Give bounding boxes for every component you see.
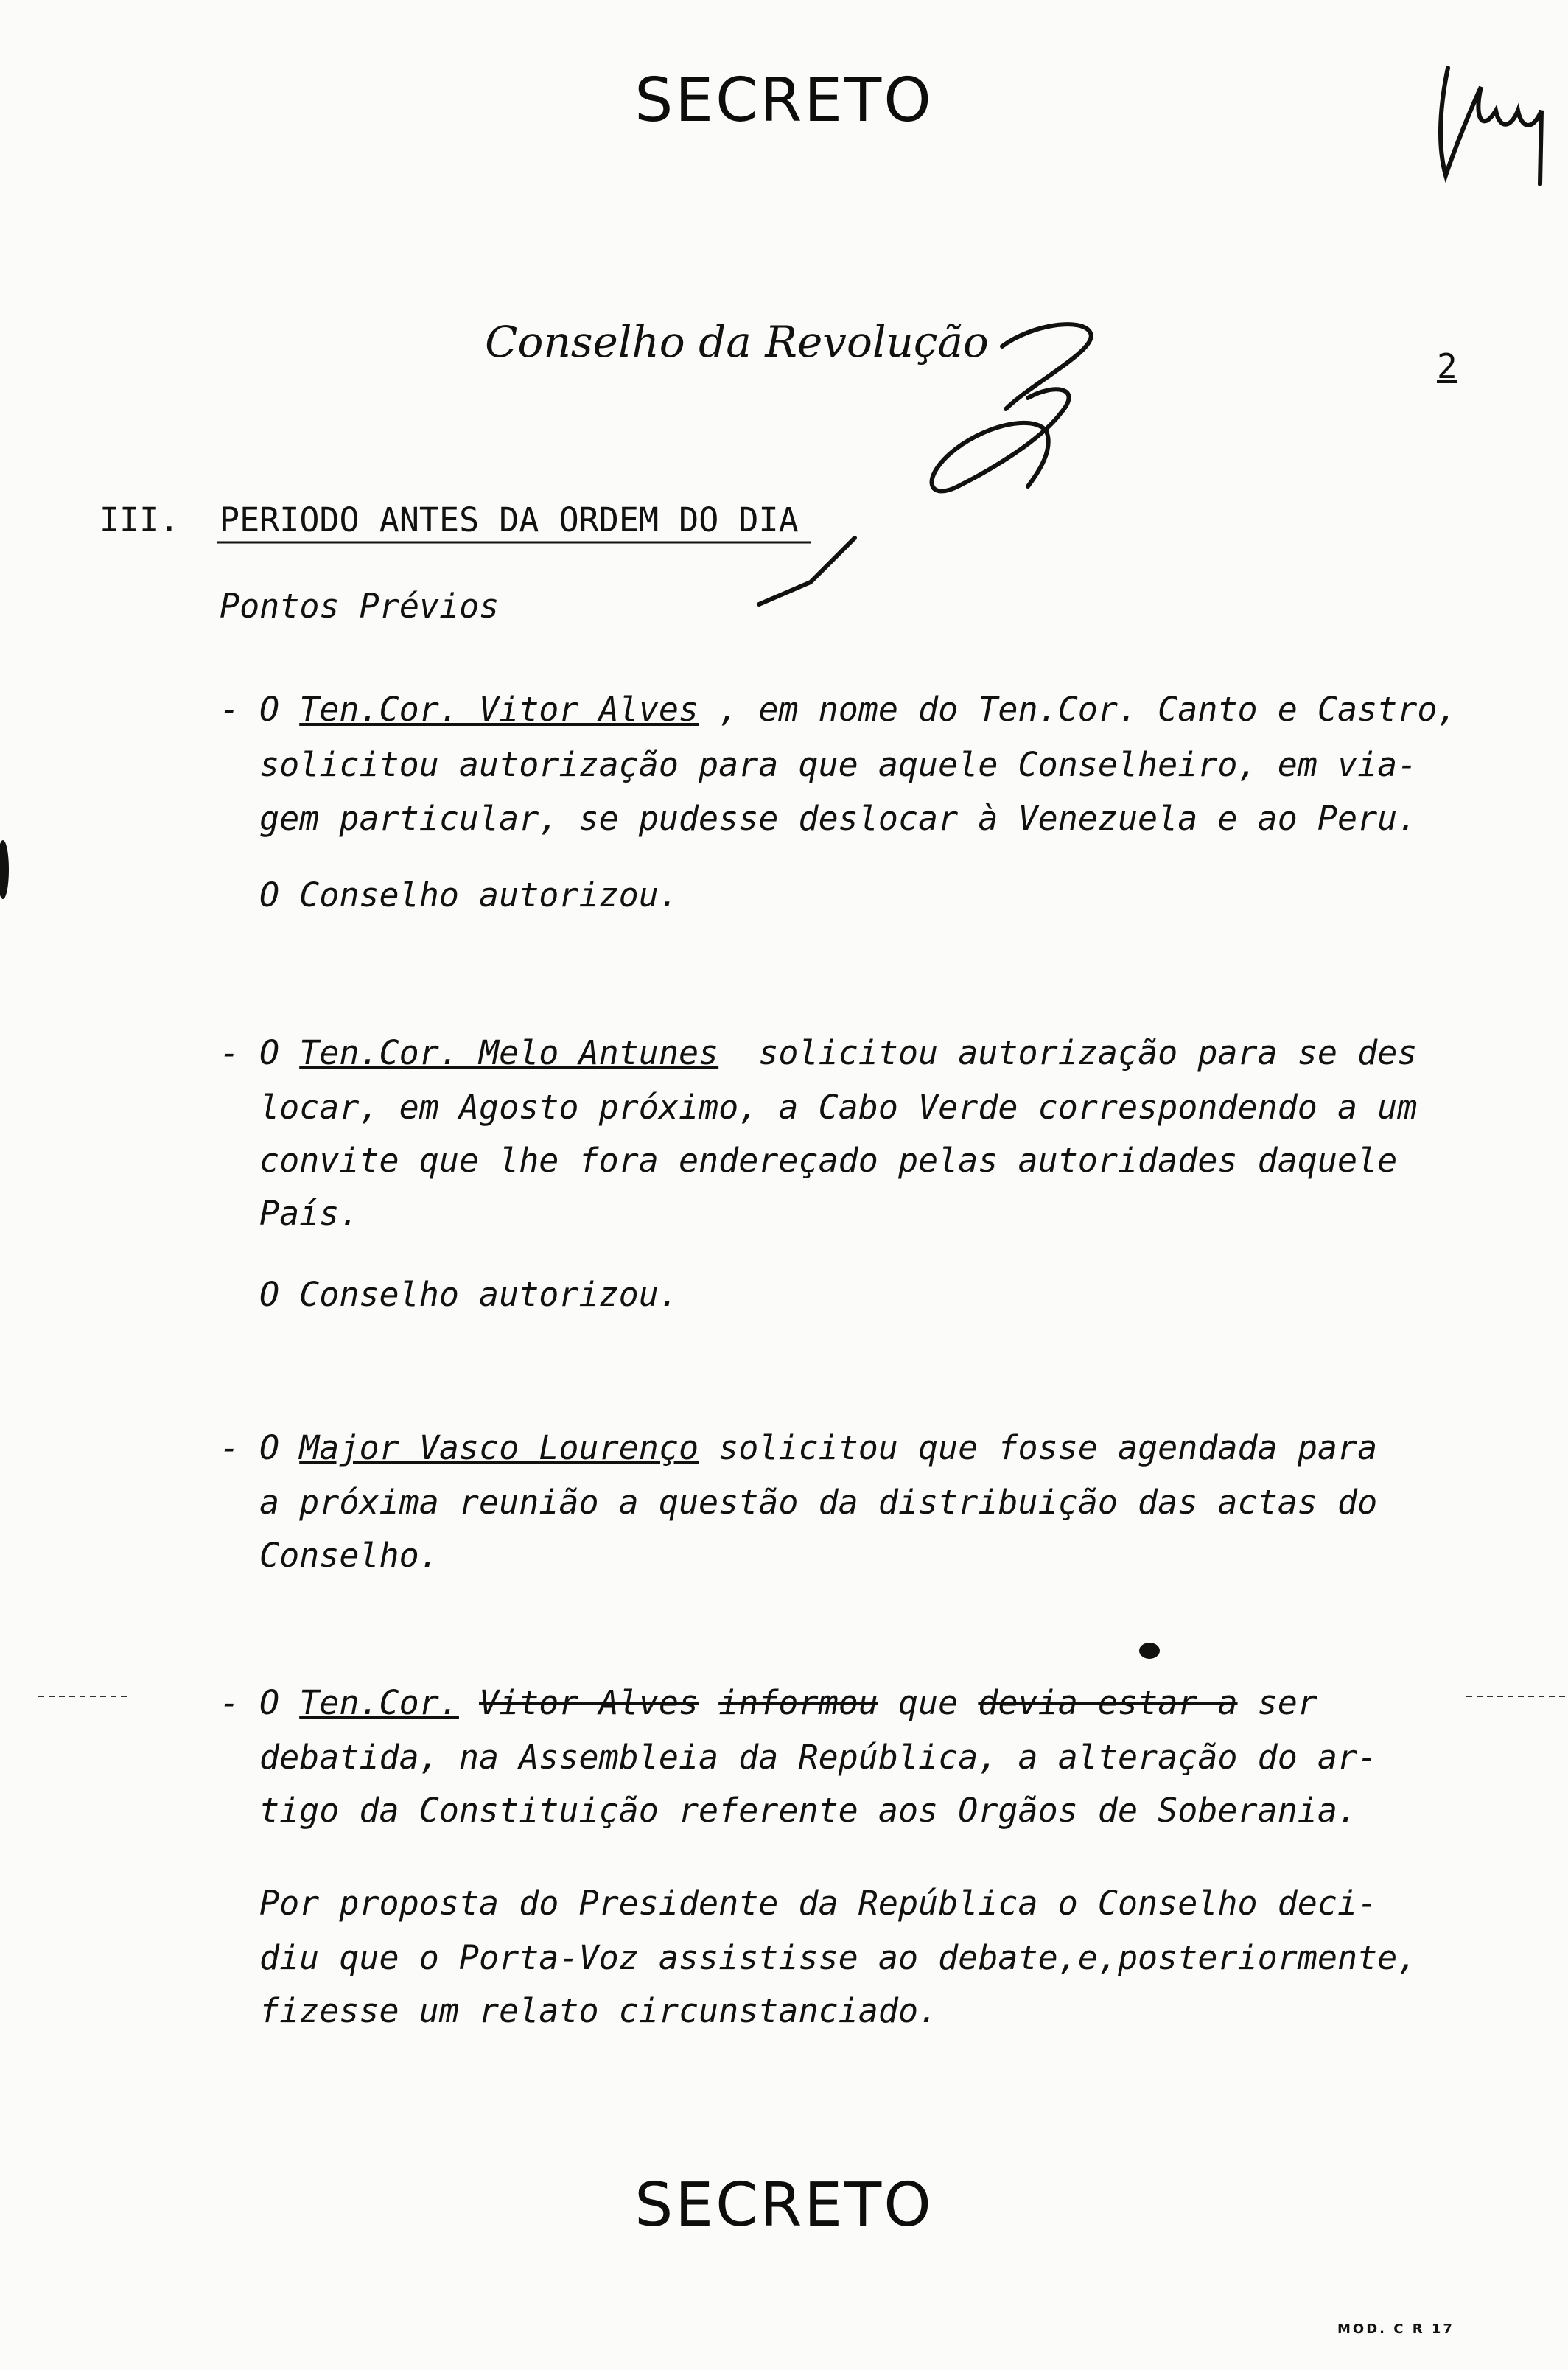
classification-stamp-bottom: SECRETO xyxy=(634,2170,934,2240)
item-dash: - xyxy=(220,690,240,729)
section-title: PERIODO ANTES DA ORDEM DO DIA xyxy=(220,500,799,539)
classification-stamp-top: SECRETO xyxy=(634,66,934,136)
item-lead: O xyxy=(259,1033,280,1072)
item-line: debatida, na Assembleia da República, a alteração do ar- xyxy=(259,1738,1378,1777)
item-text: ser xyxy=(1257,1683,1317,1722)
item-line xyxy=(259,690,1457,729)
officer-name: Ten.Cor. Melo Antunes xyxy=(299,1033,719,1072)
resolution-line: fizesse um relato circunstanciado. xyxy=(259,1991,939,2030)
item-line: País. xyxy=(259,1194,360,1233)
form-code: MOD. C R 17 xyxy=(1337,2321,1455,2337)
item-text: , em nome do Ten.Cor. Canto e Castro, xyxy=(718,690,1457,729)
item-lead: O xyxy=(259,690,280,729)
item-lead: O xyxy=(259,1683,280,1722)
section-number: III. xyxy=(99,500,180,539)
ink-speck xyxy=(1139,1643,1160,1659)
item-dash: - xyxy=(220,1428,240,1467)
item-line: Conselho. xyxy=(259,1536,439,1575)
item-text: solicitou que fosse agendada para xyxy=(718,1428,1378,1467)
item-dash: - xyxy=(220,1033,240,1072)
letterhead: Conselho da Revolução xyxy=(485,317,989,367)
item-line: gem particular, se pudesse deslocar à Venezuela e ao Peru. xyxy=(259,799,1418,838)
item-line xyxy=(259,1683,1317,1722)
item-line: convite que lhe fora endereçado pelas autoridades daquele xyxy=(259,1141,1398,1180)
officer-name: Ten.Cor. Vitor Alves xyxy=(299,690,699,729)
officer-name: Ten.Cor. xyxy=(299,1683,459,1722)
subheading: Pontos Prévios xyxy=(220,587,500,626)
item-line xyxy=(259,1428,1378,1467)
item-text: solicitou autorização para se des xyxy=(758,1033,1418,1072)
officer-name: Major Vasco Lourenço xyxy=(299,1428,699,1467)
struck-verb: informou xyxy=(718,1683,878,1722)
item-lead: O xyxy=(259,1428,280,1467)
resolution-line: Por proposta do Presidente da República o Conselho deci- xyxy=(259,1884,1378,1923)
item-line: tigo da Constituição referente aos Orgãos de Soberania. xyxy=(259,1791,1358,1830)
item-line: a próxima reunião a questão da distribuição das actas do xyxy=(259,1483,1378,1522)
margin-blot xyxy=(0,840,9,899)
struck-name: Vitor Alves xyxy=(479,1683,699,1722)
item-line xyxy=(259,1033,1418,1072)
item-text: que xyxy=(897,1683,959,1722)
struck-phrase: devia estar a xyxy=(978,1683,1238,1722)
resolution: O Conselho autorizou. xyxy=(259,1275,679,1314)
resolution-line: diu que o Porta-Voz assistisse ao debate,e,posteriormente, xyxy=(259,1938,1418,1977)
resolution: O Conselho autorizou. xyxy=(259,875,679,915)
item-line: locar, em Agosto próximo, a Cabo Verde correspondendo a um xyxy=(259,1088,1418,1127)
page-number: 2 xyxy=(1437,346,1457,386)
item-line: solicitou autorização para que aquele Conselheiro, em via- xyxy=(259,745,1418,784)
item-dash: - xyxy=(220,1683,240,1722)
